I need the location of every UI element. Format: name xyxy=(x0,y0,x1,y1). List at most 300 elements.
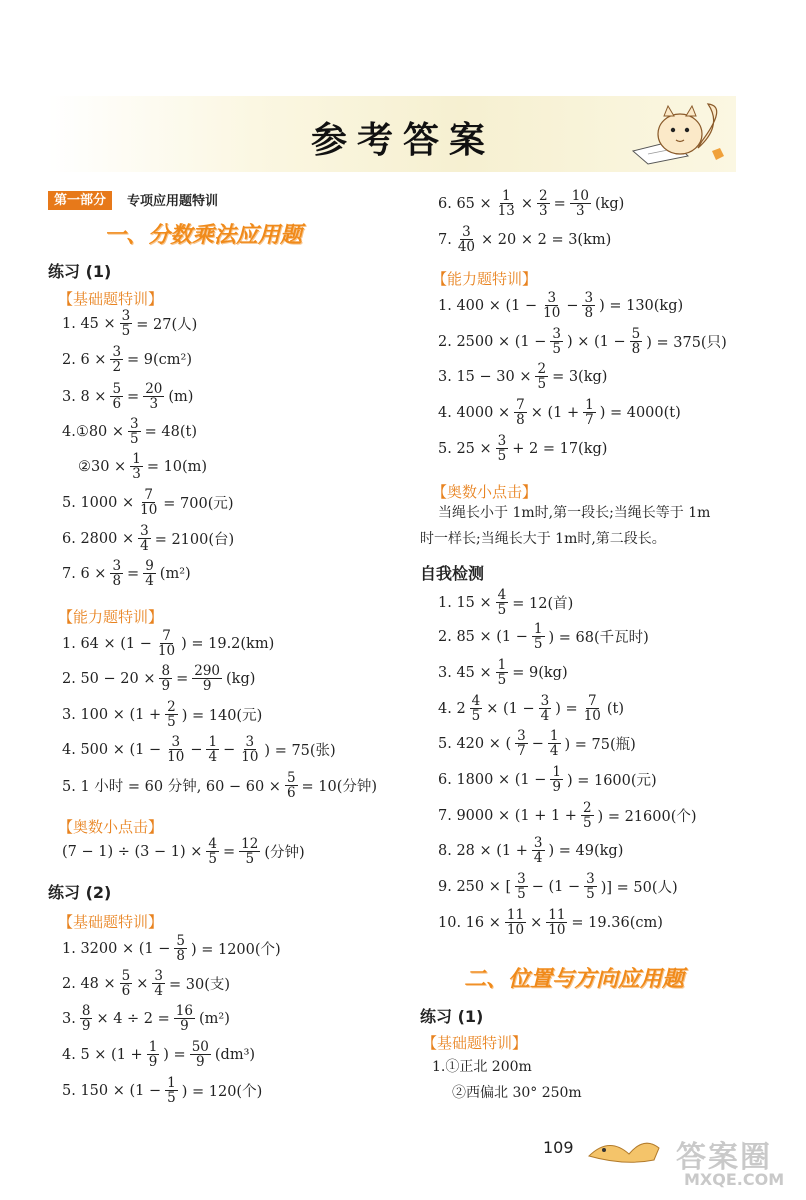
page-number: 109 xyxy=(543,1138,574,1157)
fraction xyxy=(546,908,567,937)
answer-line xyxy=(438,801,697,830)
equation-text: ) = 1200(个) xyxy=(190,942,281,958)
fraction xyxy=(110,382,123,411)
answer-line xyxy=(62,417,197,446)
answer-line xyxy=(438,729,636,758)
equation-text: = 30(支) xyxy=(169,977,231,993)
fraction-denominator: 9 xyxy=(196,1054,205,1070)
equation-text: + 2 = 17(kg) xyxy=(512,440,608,457)
equation-text: (m²) xyxy=(159,565,191,582)
fraction-denominator: 8 xyxy=(516,412,525,428)
equation-text: × (1 − xyxy=(486,700,535,717)
fraction-numerator: 290 xyxy=(194,663,221,679)
fraction-numerator: 3 xyxy=(586,871,595,887)
fraction xyxy=(80,1004,93,1033)
fraction-denominator: 7 xyxy=(585,412,594,428)
fraction-numerator: 3 xyxy=(462,224,471,240)
answer-line xyxy=(438,622,649,651)
fraction xyxy=(548,729,561,758)
equation-text: 1. 64 × (1 − xyxy=(62,635,152,652)
fraction-numerator: 1 xyxy=(552,764,561,780)
equation-text: × xyxy=(520,195,533,212)
fraction-denominator: 2 xyxy=(112,359,122,375)
fraction-denominator: 8 xyxy=(631,341,641,357)
equation-text: − (1 − xyxy=(531,878,581,895)
fraction-denominator: 10 xyxy=(583,708,601,724)
answer-line xyxy=(62,559,191,588)
answer-line xyxy=(62,1040,255,1069)
fraction-numerator: 10 xyxy=(571,188,589,204)
fraction-denominator: 9 xyxy=(81,1018,91,1034)
fraction-numerator: 3 xyxy=(245,734,255,750)
equation-text: 2. 85 × (1 − xyxy=(438,628,528,645)
fraction-denominator: 8 xyxy=(176,948,185,964)
fraction-numerator: 1 xyxy=(501,188,511,204)
fraction-numerator: 3 xyxy=(154,968,163,984)
fraction-denominator: 10 xyxy=(241,749,259,765)
fraction-numerator: 12 xyxy=(241,836,259,852)
equation-text: 9. 250 × [ xyxy=(438,878,512,895)
fraction xyxy=(110,559,123,588)
equation-text: (分钟) xyxy=(264,845,305,861)
fraction-denominator: 10 xyxy=(167,749,185,765)
fraction xyxy=(206,735,219,764)
equation-text: 6. 2800 × xyxy=(62,530,135,547)
fraction xyxy=(174,934,187,963)
answer-line xyxy=(438,327,727,356)
answer-line xyxy=(438,658,568,687)
equation-text: × 20 × 2 = 3(km) xyxy=(481,231,612,248)
fraction-numerator: 1 xyxy=(549,728,559,744)
fraction xyxy=(165,1076,178,1105)
equation-text: 7. xyxy=(438,231,452,248)
fraction xyxy=(505,908,526,937)
answer-line xyxy=(78,452,207,481)
answer-line xyxy=(62,934,281,963)
fraction xyxy=(138,488,159,517)
equation-text: 2. 2500 × (1 − xyxy=(438,333,547,350)
fraction-denominator: 10 xyxy=(140,502,158,518)
fraction xyxy=(285,771,298,800)
subheading-basic-2: 【基础题特训】 xyxy=(58,913,164,931)
fraction-denominator: 3 xyxy=(576,203,585,219)
equation-text: ) = 120(个) xyxy=(181,1084,263,1100)
answer-line xyxy=(438,765,657,794)
answer-line xyxy=(438,291,683,320)
fraction-denominator: 4 xyxy=(533,850,543,866)
fraction xyxy=(514,398,527,427)
fraction-numerator: 7 xyxy=(144,487,153,503)
fraction-numerator: 5 xyxy=(121,968,131,984)
fraction xyxy=(165,735,186,764)
equation-text: 8. 28 × (1 + xyxy=(438,842,528,859)
fraction xyxy=(570,189,591,218)
fraction xyxy=(582,291,595,320)
fraction-numerator: 50 xyxy=(191,1039,209,1055)
fraction-denominator: 6 xyxy=(286,785,296,801)
fraction-numerator: 4 xyxy=(497,587,507,603)
equation-text: 2. 6 × xyxy=(62,351,107,368)
equation-text: × xyxy=(530,914,543,931)
fraction-numerator: 3 xyxy=(517,871,526,887)
fraction xyxy=(192,664,222,693)
fraction xyxy=(165,700,178,729)
equation-text: 3. 100 × (1 + xyxy=(62,706,162,723)
fraction-denominator: 4 xyxy=(549,743,559,759)
equation-text: 7. 9000 × (1 + 1 + xyxy=(438,807,577,824)
fraction-denominator: 9 xyxy=(180,1018,189,1034)
equation-text: ) = 19.2(km) xyxy=(181,635,275,652)
equation-text: (dm³) xyxy=(214,1046,256,1063)
fraction xyxy=(147,1040,160,1069)
fraction xyxy=(156,629,177,658)
part-badge: 第一部分 xyxy=(48,191,112,210)
equation-text: 7. 6 × xyxy=(62,565,107,582)
equation-text: ) = 68(千瓦时) xyxy=(548,630,649,646)
equation-text: = 19.36(cm) xyxy=(571,914,663,931)
equation-text: 2. 50 − 20 × xyxy=(62,670,156,687)
equation-text: (7 − 1) ÷ (3 − 1) × xyxy=(62,843,203,860)
position-answer-2: ②西偏北 30° 250m xyxy=(452,1085,582,1101)
fraction xyxy=(581,801,594,830)
equation-text: 4. 5 × (1 + xyxy=(62,1046,143,1063)
equation-text: 5. 150 × (1 − xyxy=(62,1082,162,1099)
fraction xyxy=(496,434,509,463)
fraction-numerator: 1 xyxy=(533,621,543,637)
equation-text: 5. 1 小时 = 60 分钟, 60 − 60 × xyxy=(62,779,281,795)
subheading-basic-3: 【基础题特训】 xyxy=(422,1034,528,1052)
fraction xyxy=(120,969,133,998)
equation-text: = 10(分钟) xyxy=(301,779,378,795)
fraction xyxy=(110,345,123,374)
equation-text: × xyxy=(136,975,149,992)
fraction xyxy=(190,1040,211,1069)
fraction xyxy=(206,837,219,866)
equation-text: − xyxy=(190,741,203,758)
fraction-numerator: 3 xyxy=(540,693,550,709)
answer-line xyxy=(62,629,274,658)
fraction xyxy=(174,1004,195,1033)
fraction-numerator: 2 xyxy=(539,188,548,204)
fraction-denominator: 6 xyxy=(112,396,122,412)
fraction-denominator: 6 xyxy=(121,983,131,999)
fraction-denominator: 9 xyxy=(202,678,212,694)
fraction-denominator: 10 xyxy=(157,643,176,659)
answer-line xyxy=(62,837,305,866)
fraction-numerator: 1 xyxy=(497,657,507,673)
equation-text: ) = 4000(t) xyxy=(599,404,681,421)
answer-line xyxy=(62,735,336,764)
equation-text: 3. 15 − 30 × xyxy=(438,368,532,385)
fraction xyxy=(532,622,545,651)
equation-text: ) = 140(元) xyxy=(181,708,263,724)
fraction-denominator: 5 xyxy=(497,448,507,464)
fraction-numerator: 3 xyxy=(584,290,594,306)
equation-text: ) = xyxy=(555,700,578,717)
fraction xyxy=(470,694,483,723)
fraction-denominator: 5 xyxy=(552,341,561,357)
equation-text: − xyxy=(566,297,579,314)
fraction-denominator: 5 xyxy=(208,851,217,867)
answer-line xyxy=(62,488,234,517)
fraction xyxy=(550,765,563,794)
equation-text: 1. 15 × xyxy=(438,594,492,611)
fraction xyxy=(159,664,172,693)
fraction-denominator: 4 xyxy=(208,749,218,765)
equation-text: × 4 ÷ 2 = xyxy=(96,1010,170,1027)
fraction-numerator: 2 xyxy=(582,800,592,816)
fraction-denominator: 10 xyxy=(506,922,525,938)
fraction-numerator: 7 xyxy=(162,628,171,644)
equation-text: − xyxy=(223,741,236,758)
equation-text: ) = 75(张) xyxy=(264,743,336,759)
answer-line xyxy=(62,345,192,374)
position-answer-1: 1.①正北 200m xyxy=(432,1059,532,1075)
fraction xyxy=(583,398,596,427)
equation-text: = 700(元) xyxy=(163,496,234,512)
fraction-numerator: 5 xyxy=(176,933,185,949)
equation-text: = 3(kg) xyxy=(552,368,608,385)
fraction xyxy=(630,327,643,356)
answer-line xyxy=(438,434,607,463)
subheading-ability: 【能力题特训】 xyxy=(58,608,164,626)
equation-text: 10. 16 × xyxy=(438,914,501,931)
answer-line xyxy=(62,969,230,998)
equation-text: (m) xyxy=(168,388,194,405)
fraction-numerator: 8 xyxy=(161,663,171,679)
equation-text: = xyxy=(127,388,140,405)
fraction-denominator: 4 xyxy=(540,708,550,724)
answer-line xyxy=(62,382,193,411)
fraction xyxy=(496,658,509,687)
fraction-numerator: 7 xyxy=(587,693,597,709)
fraction-numerator: 11 xyxy=(548,907,566,923)
part-title: 专项应用题特训 xyxy=(127,194,219,209)
fraction-numerator: 2 xyxy=(167,699,176,715)
fraction xyxy=(496,189,517,218)
fraction xyxy=(143,382,164,411)
subheading-olympiad-2: 【奥数小点击】 xyxy=(432,483,538,501)
fraction-numerator: 9 xyxy=(145,558,154,574)
fraction-numerator: 1 xyxy=(132,451,141,467)
answer-line xyxy=(438,189,624,218)
equation-text: 1. 45 × xyxy=(62,315,116,332)
equation-text: 4. 4000 × xyxy=(438,404,511,421)
equation-text: 6. 1800 × (1 − xyxy=(438,771,547,788)
fraction-numerator: 2 xyxy=(537,361,547,377)
fraction-numerator: 1 xyxy=(208,734,218,750)
fraction-denominator: 5 xyxy=(582,815,592,831)
equation-text: ) = 49(kg) xyxy=(548,842,624,859)
fraction xyxy=(239,837,260,866)
fraction-denominator: 5 xyxy=(121,323,131,339)
equation-text: ) × (1 − xyxy=(566,333,626,350)
subheading-ability-2: 【能力题特训】 xyxy=(432,270,538,288)
fraction-denominator: 5 xyxy=(586,886,595,902)
fraction-denominator: 9 xyxy=(148,1054,158,1070)
squirrel-footer-icon xyxy=(584,1126,664,1166)
practice-heading-3: 练习 (1) xyxy=(420,1007,484,1026)
fraction-numerator: 5 xyxy=(631,326,641,342)
fraction xyxy=(143,559,156,588)
fraction-denominator: 5 xyxy=(167,714,176,730)
answer-line xyxy=(438,872,678,901)
squirrel-reading-icon xyxy=(628,96,738,168)
answer-line xyxy=(438,588,573,617)
fraction xyxy=(537,189,550,218)
equation-text: 4. 500 × (1 − xyxy=(62,741,162,758)
equation-text: = 9(kg) xyxy=(512,664,568,681)
fraction xyxy=(541,291,562,320)
equation-text: 4.①80 × xyxy=(62,423,125,440)
answer-line xyxy=(62,700,262,729)
fraction-numerator: 7 xyxy=(516,397,525,413)
olympiad-text-line-2: 时一样长;当绳长大于 1m时,第二段长。 xyxy=(420,531,666,547)
fraction-numerator: 4 xyxy=(208,836,217,852)
subheading-olympiad: 【奥数小点击】 xyxy=(58,818,164,836)
answer-line xyxy=(438,398,681,427)
fraction xyxy=(515,729,528,758)
fraction xyxy=(456,225,477,254)
fraction xyxy=(550,327,563,356)
equation-text: ) = xyxy=(163,1046,186,1063)
answer-line xyxy=(62,1076,262,1105)
self-check-heading: 自我检测 xyxy=(420,564,485,583)
section-title-fraction: 一、分数乘法应用题 xyxy=(104,223,303,248)
fraction-denominator: 4 xyxy=(154,983,163,999)
fraction-numerator: 3 xyxy=(517,728,526,744)
fraction-denominator: 5 xyxy=(130,431,139,447)
fraction-denominator: 5 xyxy=(497,602,507,618)
fraction xyxy=(582,694,603,723)
fraction xyxy=(532,836,545,865)
equation-text: = xyxy=(127,565,140,582)
fraction xyxy=(138,524,151,553)
fraction-numerator: 1 xyxy=(148,1039,158,1055)
equation-text: = 2100(台) xyxy=(154,532,235,548)
fraction-denominator: 5 xyxy=(517,886,526,902)
fraction xyxy=(539,694,552,723)
equation-text: = 9(cm²) xyxy=(127,351,193,368)
fraction-numerator: 3 xyxy=(552,326,561,342)
fraction-numerator: 8 xyxy=(81,1003,91,1019)
equation-text: 1. 400 × (1 − xyxy=(438,297,538,314)
fraction-denominator: 40 xyxy=(457,239,476,255)
fraction-numerator: 3 xyxy=(171,734,181,750)
equation-text: ) = 21600(个) xyxy=(597,809,697,825)
fraction-denominator: 5 xyxy=(167,1090,176,1106)
equation-text: = 12(首) xyxy=(512,596,574,612)
equation-text: × (1 + xyxy=(530,404,580,421)
fraction-numerator: 3 xyxy=(547,290,557,306)
equation-text: 2. 48 × xyxy=(62,975,116,992)
equation-text: (kg) xyxy=(594,195,625,212)
equation-text: 5. 1000 × xyxy=(62,494,135,511)
answer-line xyxy=(62,1004,230,1033)
section-title-position: 二、位置与方向应用题 xyxy=(464,967,685,992)
equation-text: (kg) xyxy=(226,670,256,687)
fraction-denominator: 5 xyxy=(497,672,507,688)
fraction-denominator: 8 xyxy=(112,573,122,589)
practice-heading-2: 练习 (2) xyxy=(48,883,112,902)
fraction xyxy=(120,309,133,338)
fraction xyxy=(515,872,528,901)
answer-line xyxy=(62,524,234,553)
equation-text: 6. 65 × xyxy=(438,195,492,212)
answer-line xyxy=(438,836,623,865)
equation-text: = 10(m) xyxy=(146,458,208,475)
fraction-denominator: 8 xyxy=(584,305,594,321)
fraction-numerator: 5 xyxy=(112,381,122,397)
fraction-denominator: 5 xyxy=(533,636,543,652)
fraction-denominator: 10 xyxy=(543,305,561,321)
fraction-numerator: 1 xyxy=(167,1075,176,1091)
fraction-denominator: 3 xyxy=(539,203,548,219)
practice-heading-1: 练习 (1) xyxy=(48,262,112,281)
subheading-basic: 【基础题特训】 xyxy=(58,290,164,308)
fraction xyxy=(239,735,260,764)
answer-line xyxy=(62,771,377,800)
fraction xyxy=(584,872,597,901)
fraction-numerator: 3 xyxy=(140,523,149,539)
equation-text: = 27(人) xyxy=(136,317,198,333)
fraction-numerator: 16 xyxy=(175,1003,193,1019)
fraction-denominator: 5 xyxy=(245,851,255,867)
answer-line xyxy=(62,309,197,338)
equation-text: = xyxy=(223,843,236,860)
equation-text: 1. 3200 × (1 − xyxy=(62,940,171,957)
olympiad-text-line-1: 当绳长小于 1m时,第一段长;当绳长等于 1m xyxy=(438,505,711,521)
equation-text: 4. 2 xyxy=(438,700,466,717)
fraction-numerator: 3 xyxy=(112,558,122,574)
fraction-denominator: 4 xyxy=(145,573,154,589)
fraction xyxy=(152,969,165,998)
fraction xyxy=(496,588,509,617)
fraction-denominator: 10 xyxy=(548,922,566,938)
equation-text: = xyxy=(553,195,566,212)
equation-text: ) = 1600(元) xyxy=(566,773,657,789)
equation-text: ) = 75(瓶) xyxy=(564,737,636,753)
fraction-numerator: 1 xyxy=(585,397,594,413)
answer-line xyxy=(62,664,255,693)
fraction-denominator: 13 xyxy=(497,203,515,219)
page-title: 参考答案 xyxy=(310,120,495,161)
fraction-denominator: 7 xyxy=(517,743,526,759)
fraction-denominator: 9 xyxy=(552,779,561,795)
equation-text: 5. 420 × ( xyxy=(438,735,512,752)
fraction-numerator: 5 xyxy=(286,770,296,786)
fraction xyxy=(535,362,548,391)
fraction-numerator: 3 xyxy=(121,308,131,324)
answer-line xyxy=(438,362,607,391)
fraction-denominator: 5 xyxy=(537,376,547,392)
equation-text: 3. 45 × xyxy=(438,664,492,681)
fraction-denominator: 3 xyxy=(132,466,141,482)
fraction-denominator: 3 xyxy=(149,396,159,412)
fraction-numerator: 11 xyxy=(506,907,525,923)
equation-text: = 48(t) xyxy=(144,423,197,440)
watermark: 答案圈 xyxy=(676,1140,772,1175)
fraction-denominator: 4 xyxy=(140,538,149,554)
equation-text: 5. 25 × xyxy=(438,440,492,457)
equation-text: ) = 130(kg) xyxy=(599,297,684,314)
fraction-numerator: 3 xyxy=(112,344,122,360)
fraction-numerator: 3 xyxy=(533,835,543,851)
watermark-url: MXQE.COM xyxy=(684,1170,785,1189)
fraction-numerator: 4 xyxy=(471,693,481,709)
fraction-numerator: 20 xyxy=(145,381,163,397)
equation-text: 3. xyxy=(62,1010,76,1027)
